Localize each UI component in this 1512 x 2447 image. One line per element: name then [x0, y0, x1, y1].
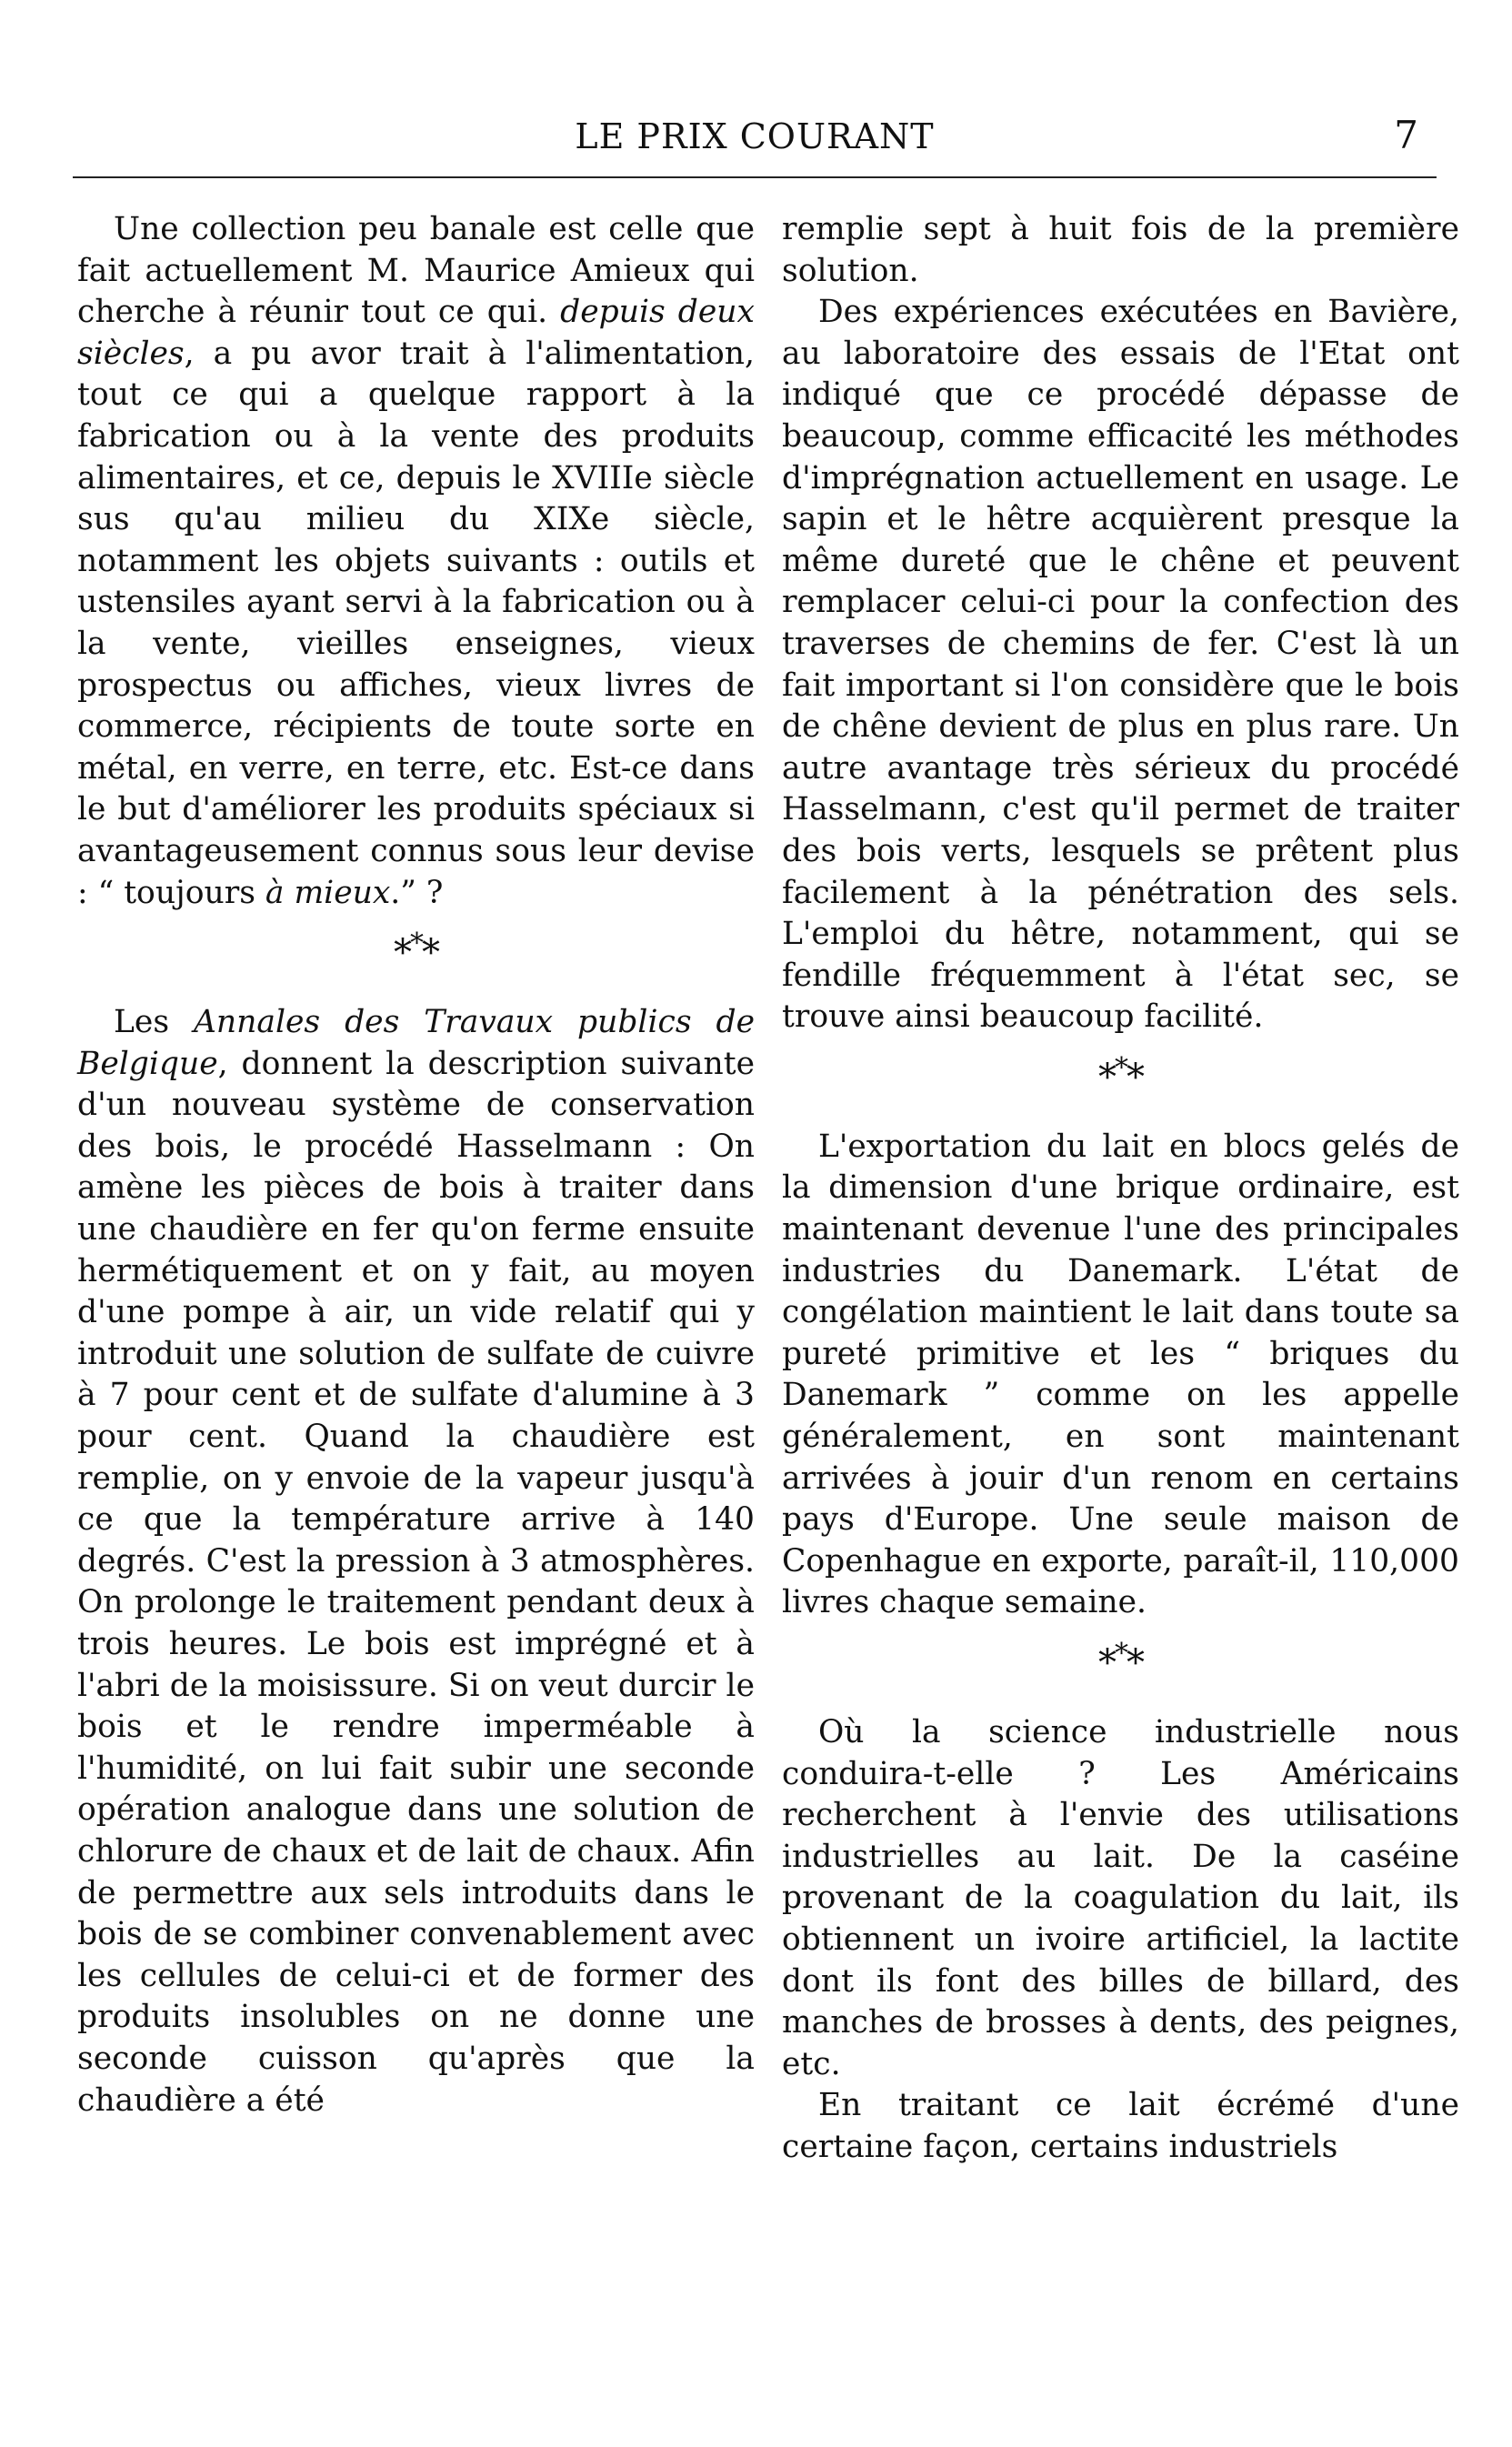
running-header — [73, 107, 1437, 180]
paragraph-amieux-collection — [77, 209, 755, 914]
journal-title: LE PRIX COURANT — [575, 116, 935, 156]
paragraph-hasselmann-process — [77, 1002, 755, 2121]
left-column — [77, 209, 755, 2121]
section-separator: *** — [394, 928, 438, 975]
section-separator: *** — [1098, 1638, 1143, 1684]
italic-run: depuis deux siècles — [77, 294, 755, 372]
text-run: , a pu avor trait à l'alimentation, tout ce qui a quelque rapport à la fabrication ou à la vente des produits alimentaires, et ce, depuis le XVIIIe siècle sus qu'au milieu du XIXe siècle, notamment les objets suivants : outils et ustensiles ayant servi à la fabrication ou à la vente, vieilles enseignes, vieux prospectus ou affiches, vieux livres de commerce, récipients de toute sorte en métal, en verre, en terre, etc. Est-ce dans le but d'améliorer les produits spéciaux si avantageusement connus sous leur devise : “ toujours — [77, 335, 755, 911]
page-number: 7 — [1394, 113, 1418, 157]
paragraph-bavaria-experiments: Des expériences exécutées en Bavière, au laboratoire des essais de l'Etat ont indiqué que ce procédé dépasse de beaucoup, comme efficacité les méthodes d'imprégnation actuellement en usage. Le sapin et le hêtre acquièrent presque la même dureté que le chêne et peuvent remplacer celui-ci pour la confection des traverses de chemins de fer. C'est là un fait important si l'on considère que le bois de chêne devient de plus en plus rare. Un autre avantage très sérieux du procédé Hasselmann, c'est qu'il permet de traiter des bois verts, lesquels se prêtent plus facilement à la pénétration des sels. L'emploi du hêtre, notamment, qui se fendille fréquemment à l'état sec, se trouve ainsi beaucoup facilité. — [782, 294, 1459, 1036]
header-rule — [73, 176, 1437, 178]
paragraph-skimmed-milk: En traitant ce lait écrémé d'une certaine façon, certains industriels — [782, 2087, 1459, 2165]
text-run: Une collection peu banale est celle que fait actuellement M. Maurice Amieux qui cherche à réunir tout ce qui. — [77, 211, 755, 331]
italic-run: Annales des Travaux publics de Belgique — [77, 1004, 755, 1082]
text-run: .” ? — [390, 874, 444, 911]
paragraph-industrial-science: Où la science industrielle nous conduira-t-elle ? Les Américains recherchent à l'envie des utilisations industrielles au lait. De la caséine provenant de la coagulation du lait, ils obtiennent un ivoire artificiel, la lactite dont ils font des billes de billard, des manches de brosses à dents, des peignes, etc. — [782, 1714, 1459, 2082]
paragraph-continuation: remplie sept à huit fois de la première solution. — [782, 211, 1459, 289]
italic-run: à mieux — [265, 874, 391, 911]
text-run: Les — [114, 1004, 195, 1041]
text-run: , donnent la description suivante d'un nouveau système de conservation des bois, le procédé Hasselmann : On amène les pièces de bois à traiter dans une chaudière en fer qu'on ferme ensuite hermétiquement et on y fait, au moyen d'une pompe à air, un vide relatif qui y introduit une solution de sulfate de cuivre à 7 pour cent et de sulfate d'alumine à 3 pour cent. Quand la chaudière est remplie, on y envoie de la vapeur jusqu'à ce que la température arrive à 140 degrés. C'est la pression à 3 atmosphères. On prolonge le traitement pendant deux à trois heures. Le bois est imprégné et à l'abri de la moisissure. Si on veut durcir le bois et le rendre imperméable à l'humidité, on lui fait subir une seconde opération analogue dans une solution de chlorure de chaux et de lait de chaux. Afin de permettre aux sels introduits dans le bois de se combiner convenablement avec les cellules de celui-ci et de former des produits insolubles on ne donne une seconde cuisson qu'après que la chaudière a été — [77, 1045, 755, 2119]
paragraph-frozen-milk-export: L'exportation du lait en blocs gelés de la dimension d'une brique ordinaire, est maintenant devenue l'une des principales industries du Danemark. L'état de congélation maintient le lait dans toute sa pureté primitive et les “ briques du Danemark ” comme on les appelle généralement, en sont maintenant arrivées à jouir d'un renom en certains pays d'Europe. Une seule maison de Copenhague en exporte, paraît-il, 110,000 livres chaque semaine. — [782, 1128, 1459, 1621]
section-separator: *** — [1098, 1051, 1143, 1098]
right-column — [782, 209, 1459, 2169]
